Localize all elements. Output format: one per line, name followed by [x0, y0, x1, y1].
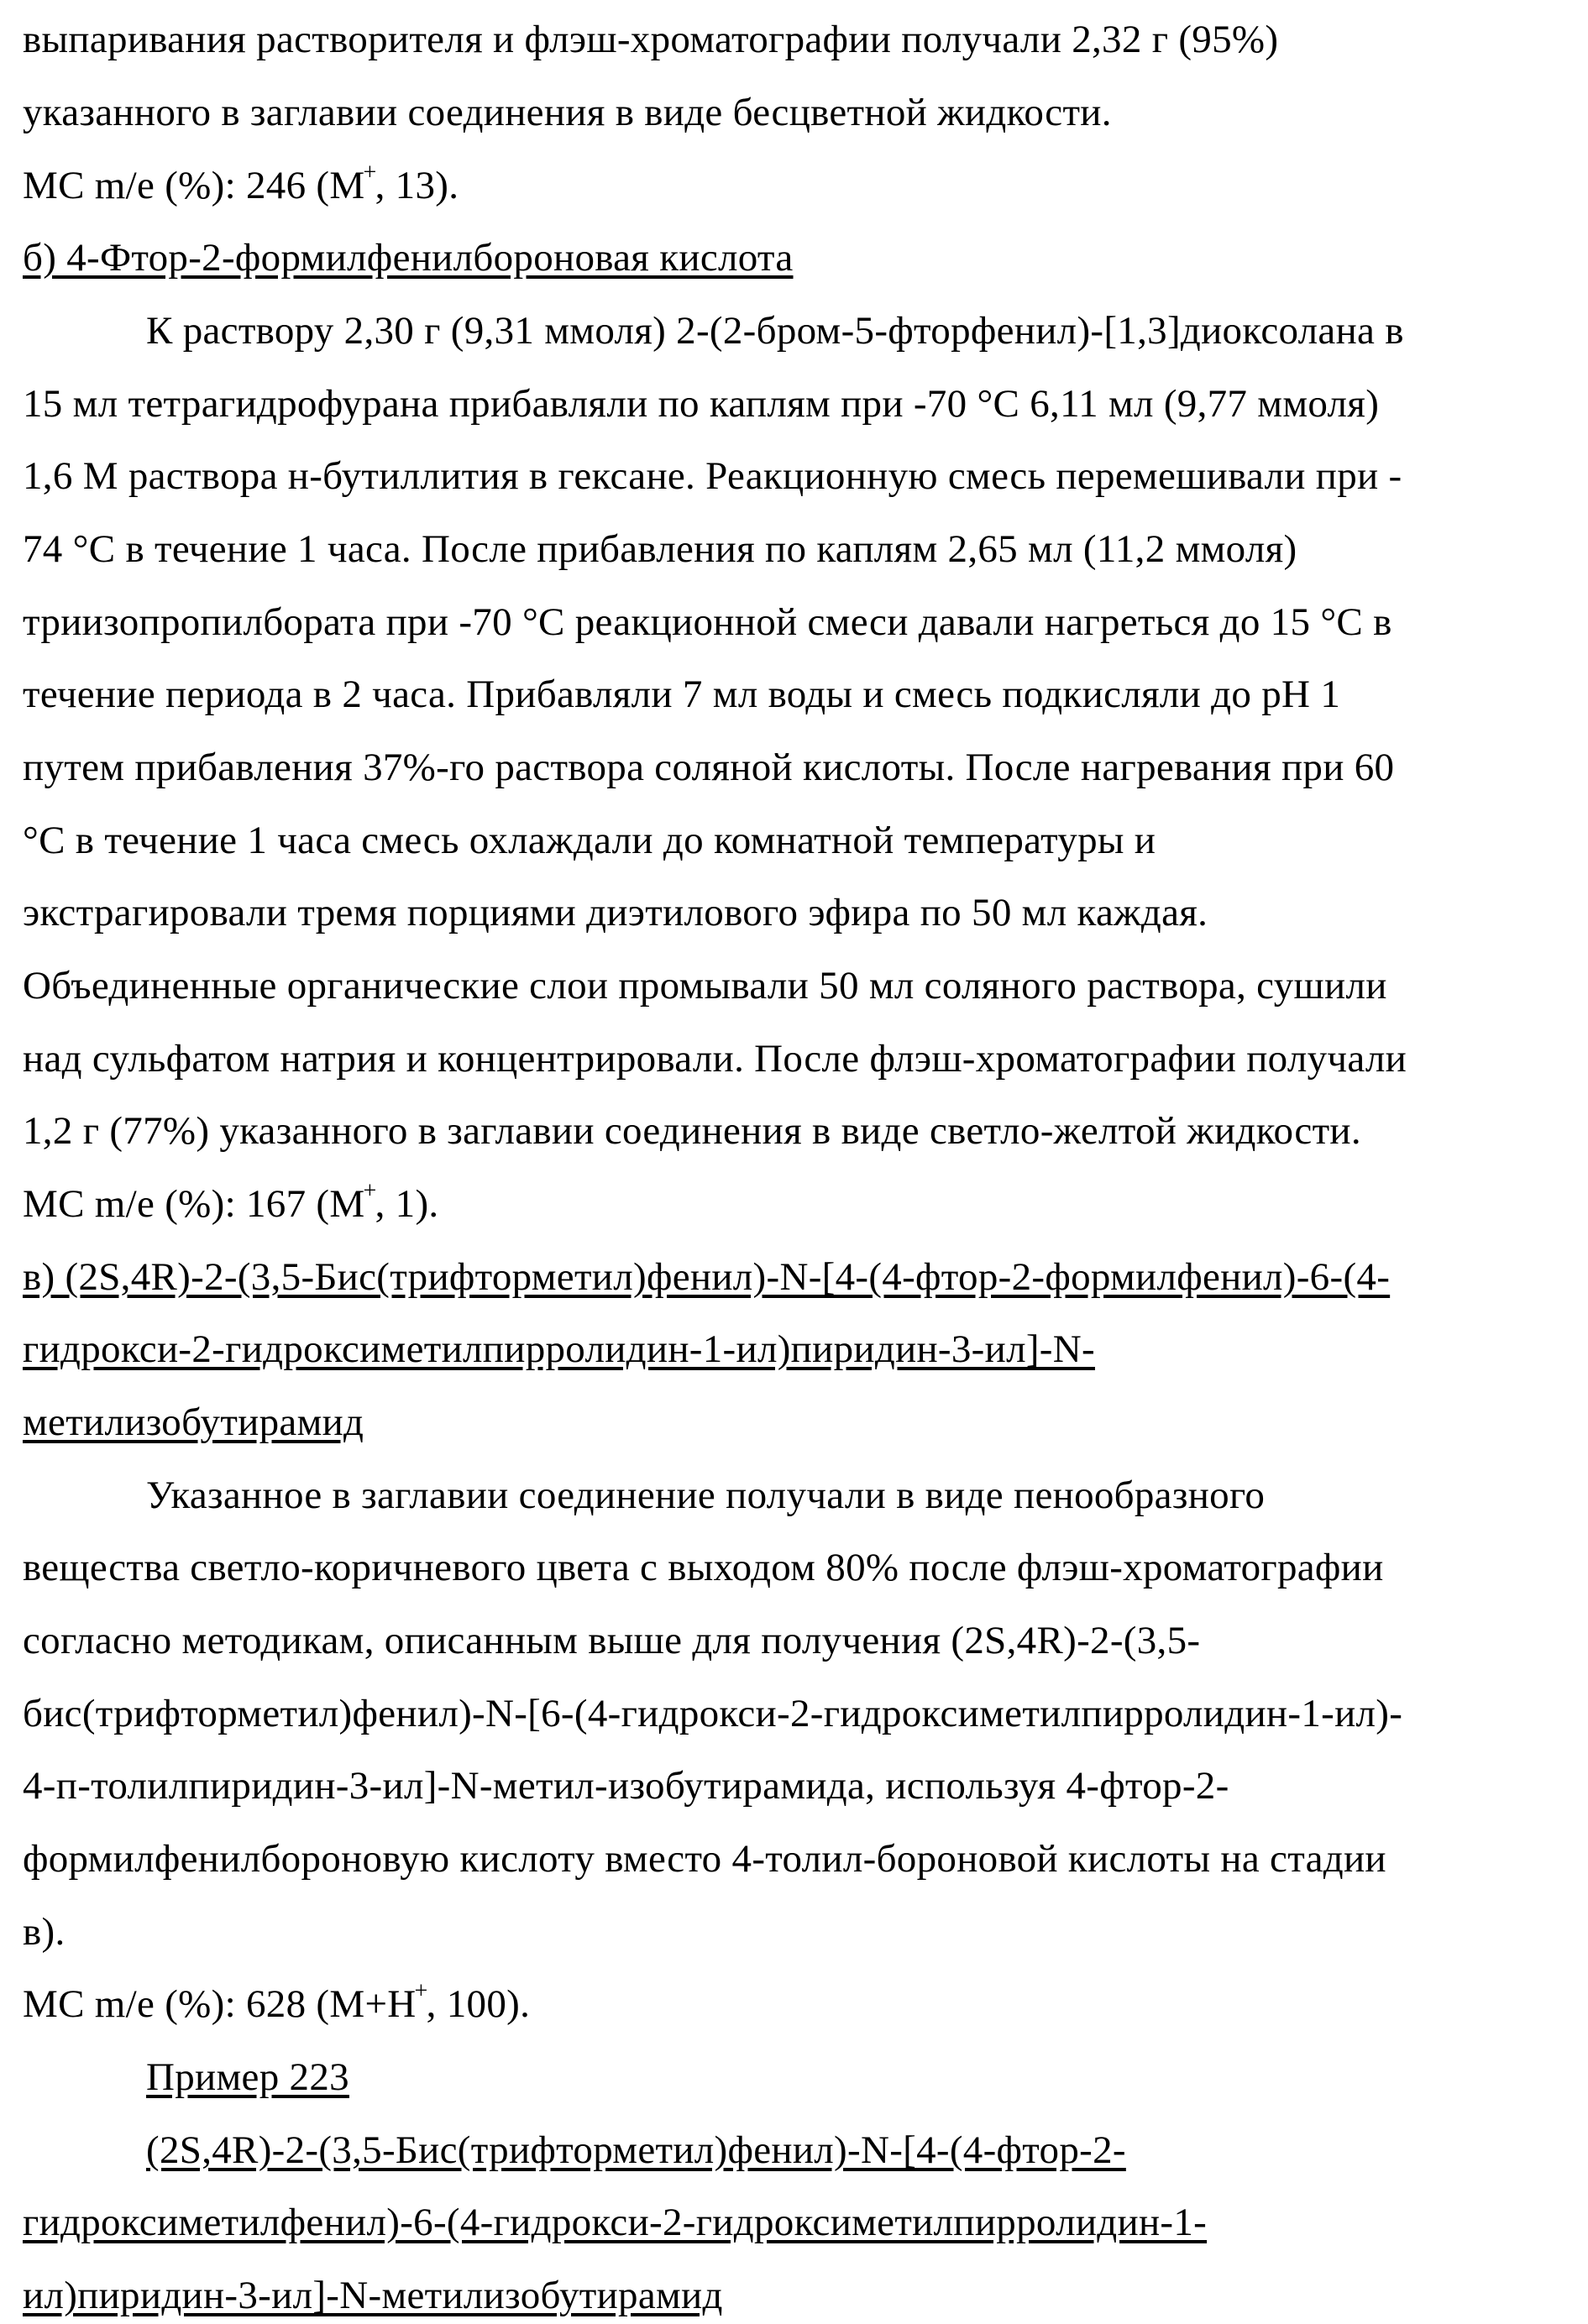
line-text: формилфенилбороновую кислоту вместо 4-толил-бороновой кислоты на стадии [23, 1837, 1386, 1881]
ms-text-end: , 100). [426, 1982, 531, 2026]
section-heading-v-cont [23, 1397, 364, 1447]
ms-text: МС m/e (%): 628 (M+H [23, 1982, 417, 2026]
text-line [23, 524, 1297, 574]
example-title-cont [23, 2197, 1207, 2248]
line-text: 4-п-толилпиридин-3-ил]-N-метил-изобутирамида, используя 4-фтор-2- [23, 1764, 1229, 1808]
example-title-cont [23, 2270, 723, 2321]
text-line [23, 1907, 66, 1957]
example-heading [146, 2052, 349, 2102]
line-text: экстрагировали тремя порциями диэтилового эфира по 50 мл каждая. [23, 891, 1208, 934]
line-text: бис(трифторметил)фенил)-N-[6-(4-гидрокси-2-гидроксиметилпирролидин-1-ил)- [23, 1692, 1403, 1735]
line-text: путем прибавления 37%-го раствора соляной кислоты. После нагревания при 60 [23, 746, 1395, 789]
line-text: выпаривания растворителя и флэш-хроматографии получали 2,32 г (95%) [23, 18, 1279, 61]
line-text: течение периода в 2 часа. Прибавляли 7 мл воды и смесь подкисляли до pH 1 [23, 673, 1341, 716]
title-text: ил)пиридин-3-ил]-N-метилизобутирамид [23, 2274, 723, 2317]
text-line [23, 1834, 1386, 1884]
section-heading-v-cont [23, 1324, 1095, 1374]
line-text: 1,2 г (77%) указанного в заглавии соединения в виде светло-желтой жидкости. [23, 1109, 1361, 1153]
text-line [23, 669, 1340, 720]
ms-result-line [23, 160, 459, 211]
heading-text: в) (2S,4R)-2-(3,5-Бис(трифторметил)фенил)-N-[4-(4-фтор-2-формилфенил)-6-(4- [23, 1255, 1391, 1299]
text-line [23, 1106, 1361, 1156]
text-line [23, 14, 1278, 65]
line-text: указанного в заглавии соединения в виде бесцветной жидкости. [23, 91, 1112, 134]
line-text: согласно методикам, описанным выше для получения (2S,4R)-2-(3,5- [23, 1619, 1201, 1662]
text-line [23, 1761, 1229, 1811]
text-line [23, 1542, 1384, 1593]
heading-text: гидрокси-2-гидроксиметилпирролидин-1-ил)пиридин-3-ил]-N- [23, 1327, 1095, 1371]
paragraph-start [146, 1470, 1265, 1521]
line-text: 74 °С в течение 1 часа. После прибавления по каплям 2,65 мл (11,2 ммоля) [23, 527, 1297, 571]
text-line [23, 815, 1156, 866]
superscript-plus: + [363, 1178, 377, 1204]
heading-text: б) 4-Фтор-2-формилфенилбороновая кислота [23, 236, 794, 280]
title-text: гидроксиметилфенил)-6-(4-гидрокси-2-гидроксиметилпирролидин-1- [23, 2201, 1208, 2244]
ms-text: МС m/e (%): 246 (M [23, 164, 365, 207]
line-text: 1,6 М раствора н-бутиллития в гексане. Реакционную смесь перемешивали при - [23, 454, 1402, 498]
section-heading-v [23, 1252, 1390, 1302]
superscript-plus: + [363, 160, 377, 186]
ms-result-line [23, 1179, 438, 1229]
line-text: над сульфатом натрия и концентрировали. После флэш-хроматографии получали [23, 1037, 1407, 1081]
text-line [23, 597, 1392, 647]
superscript-plus: + [414, 1978, 428, 2004]
text-line [23, 1034, 1407, 1084]
text-line [23, 887, 1208, 938]
line-text: К раствору 2,30 г (9,31 ммоля) 2-(2-бром-5-фторфенил)-[1,3]диоксолана в [146, 309, 1404, 353]
example-title [146, 2125, 1126, 2175]
heading-text: метилизобутирамид [23, 1400, 364, 1444]
ms-text: МС m/e (%): 167 (M [23, 1182, 365, 1226]
text-line [23, 451, 1402, 501]
ms-text-end: , 13). [375, 164, 459, 207]
line-text: 15 мл тетрагидрофурана прибавляли по каплям при -70 °С 6,11 мл (9,77 ммоля) [23, 382, 1380, 426]
line-text: Указанное в заглавии соединение получали в виде пенообразного [146, 1473, 1266, 1517]
line-text: триизопропилбората при -70 °С реакционной смеси давали нагреться до 15 °С в [23, 600, 1392, 644]
line-text: Объединенные органические слои промывали 50 мл соляного раствора, сушили [23, 964, 1387, 1008]
text-line [23, 742, 1394, 793]
line-text: вещества светло-коричневого цвета с выходом 80% после флэш-хроматографии [23, 1546, 1384, 1589]
text-line [23, 1688, 1402, 1739]
line-text: °С в течение 1 часа смесь охлаждали до комнатной температуры и [23, 819, 1156, 862]
text-line [23, 1615, 1200, 1666]
ms-result-line [23, 1979, 530, 2029]
text-line [23, 87, 1112, 138]
text-line [23, 379, 1379, 429]
example-number: Пример 223 [146, 2055, 349, 2099]
paragraph-start [146, 306, 1404, 356]
title-text: (2S,4R)-2-(3,5-Бис(трифторметил)фенил)-N-[4-(4-фтор-2- [146, 2128, 1126, 2172]
ms-text-end: , 1). [375, 1182, 439, 1226]
text-line [23, 960, 1387, 1011]
line-text: в). [23, 1910, 66, 1954]
section-heading-b [23, 233, 794, 283]
